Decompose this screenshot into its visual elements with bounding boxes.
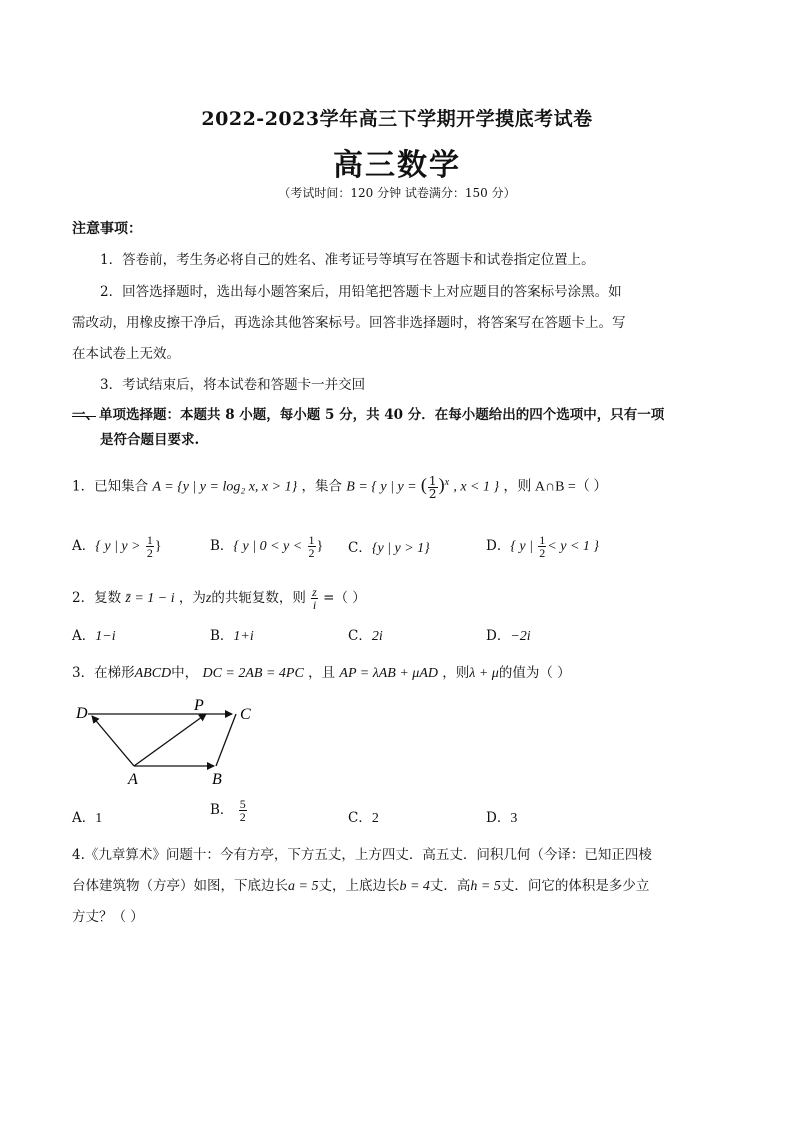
question-2: 2．复数 z̄ = 1 − i ，为z的共轭复数，则 $\frac{z}{i}$ =（ ）: [72, 585, 366, 612]
q1-option-b-fraction: $\frac{1}{2}$: [308, 533, 315, 560]
label-a: A: [128, 771, 138, 788]
label-p: P: [194, 697, 204, 714]
exam-title: 2022-2023学年高三下学期开学摸底考试卷: [201, 108, 593, 130]
q1-option-c: C．{y | y > 1}: [348, 540, 430, 556]
question-4-line-2: 台体建筑物（方亭）如图，下底边长a = 5丈，上底边长b = 4丈．高h = 5丈．问它的体积是多少立: [72, 878, 650, 894]
q1-exponent: x: [444, 477, 450, 488]
q2-option-c: C．2i: [348, 628, 383, 644]
label-d: D: [76, 705, 88, 722]
question-4-line-3: 方丈？（ ）: [72, 909, 144, 925]
section-1-line-1: 一、单项选择题：本题共 8 小题，每小题 5 分，共 40 分．在每小题给出的四个选项中，只有一项: [72, 407, 665, 423]
q1-option-b: B．{ y | 0 < y < $\frac{1}{2}$ }: [210, 533, 324, 560]
vector-ad: [92, 716, 134, 766]
q3-option-b-fraction: $\frac{5}{2}$: [239, 797, 246, 824]
vector-ap: [134, 714, 206, 766]
q3-vector-relation-1: DC = 2AB = 4PC: [202, 666, 304, 681]
note-item-2-line-1: 2．回答选择题时，选出每小题答案后，用铅笔把答题卡上对应题目的答案标号涂黑。如: [100, 284, 622, 300]
trapezoid-diagram: [70, 696, 270, 788]
question-3: 3．在梯形ABCD中， DC = 2AB = 4PC ，且 AP = λAB + μAD ，则λ + μ的值为（ ）: [72, 665, 571, 681]
q1-option-d: D．{ y | $\frac{1}{2}$ < y < 1 }: [486, 533, 600, 560]
exam-subject: 高三数学: [333, 148, 461, 183]
q1-set-b-left: B = { y | y =: [346, 479, 417, 495]
q1-option-d-fraction: $\frac{1}{2}$: [539, 533, 546, 560]
q3-option-d: D．3: [486, 810, 518, 826]
question-4-line-1: 4.《九章算术》问题十：今有方亭，下方五丈，上方四丈．高五丈．问积几何（今译：已知正四棱: [72, 847, 652, 863]
note-item-1: 1．答卷前，考生务必将自己的姓名、准考证号等填写在答题卡和试卷指定位置上。: [100, 252, 595, 268]
q3-option-b: B． $\frac{5}{2}$: [210, 797, 246, 824]
q2-option-a: A．1−i: [72, 628, 116, 644]
q1-option-a: A．{ y | y > $\frac{1}{2}$ }: [72, 533, 162, 560]
notes-heading: 注意事项：: [72, 221, 142, 237]
q2-option-d: D．−2i: [486, 628, 531, 644]
q1-suffix: ，则 A∩B =（ ）: [503, 479, 608, 495]
note-item-2-line-3: 在本试卷上无效。: [72, 346, 180, 362]
note-item-3: 3．考试结束后，将本试卷和答题卡一并交回: [100, 377, 366, 393]
q3-option-c: C．2: [348, 810, 379, 826]
label-b: B: [212, 771, 222, 788]
q1-fraction: $\frac{1}{2}$: [428, 473, 437, 501]
q1-mid: ，集合: [301, 478, 342, 495]
note-item-2-line-2: 需改动，用橡皮擦干净后，再选涂其他答案标号。回答非选择题时，将答案写在答题卡上。写: [72, 315, 626, 331]
q1-prefix: 1．已知集合: [72, 478, 149, 495]
q1-set-a: A = {y | y = log₂ x, x > 1}: [152, 479, 298, 495]
q3-option-a: A．1: [72, 810, 103, 826]
q1-set-b-right: , x < 1 }: [453, 479, 500, 495]
q1-option-a-fraction: $\frac{1}{2}$: [146, 533, 153, 560]
label-c: C: [240, 706, 251, 723]
q1-paren-right: ): [438, 474, 445, 495]
q2-fraction: $\frac{z}{i}$: [312, 585, 317, 612]
question-1: [72, 470, 607, 501]
q1-paren-left: (: [420, 474, 427, 495]
exam-time-info: （考试时间：120 分钟 试卷满分：150 分）: [278, 186, 516, 200]
section-1-line-2: 是符合题目要求.: [100, 432, 200, 448]
q3-vector-relation-2: AP = λAB + μAD: [339, 666, 438, 681]
q2-expr: z̄ = 1 − i: [125, 591, 175, 606]
q2-option-b: B．1+i: [210, 628, 254, 644]
segment-cb: [216, 714, 236, 766]
